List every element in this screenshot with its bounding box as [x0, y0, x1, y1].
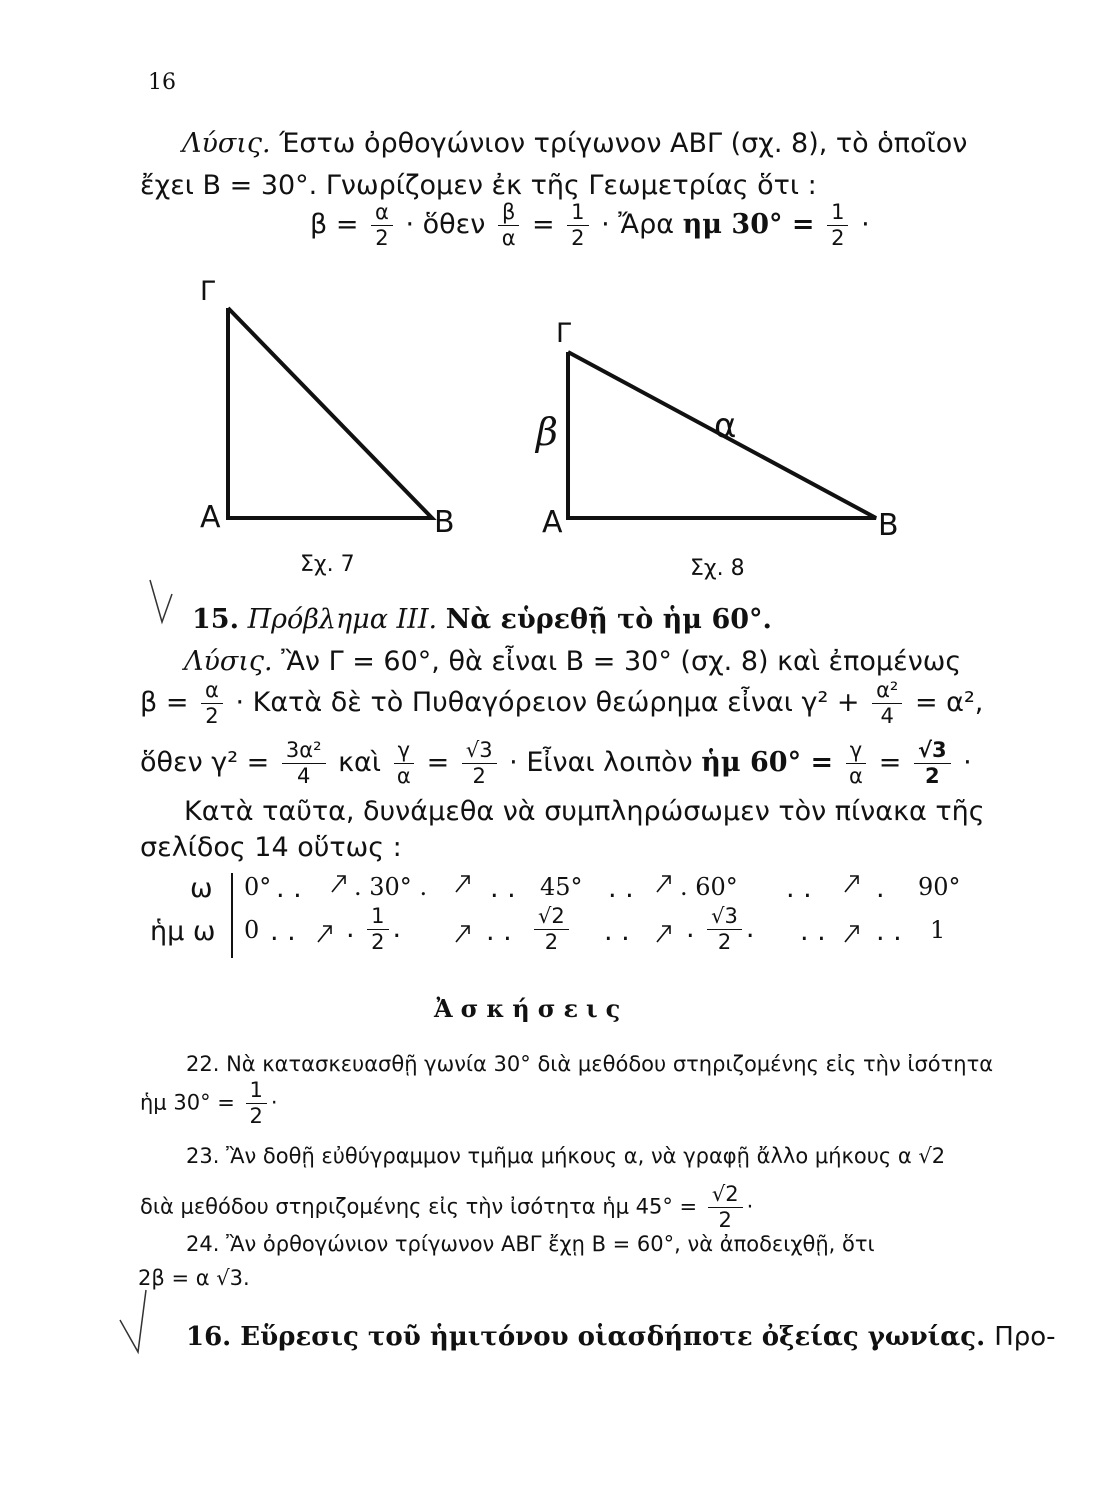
page-number: 16 [148, 70, 176, 95]
exercises-heading: Ἀσκήσεις [434, 994, 629, 1023]
fraction: $\frac{1}{2}$ [827, 202, 848, 249]
fraction: $\frac{\gamma}{\alpha}$ [846, 740, 866, 787]
table-row1-cell: . 60° [680, 873, 738, 901]
table-row2-cell [530, 906, 573, 953]
table-row2-cell: 1 [930, 916, 946, 944]
problem-15-heading [192, 604, 772, 635]
table-row2-cell: . $\frac{√3}{2}$ . [686, 904, 755, 954]
fraction: $\frac{1}{2}$ [246, 1080, 267, 1127]
fig8-label-side-a: α [714, 406, 737, 446]
fraction: $\frac{\gamma}{\alpha}$ [394, 740, 414, 787]
exercise-24-line-1: 24. Ἂν ὀρθογώνιον τρίγωνον ΑΒΓ ἔχῃ Β = 60°, νὰ ἀποδειχθῇ, ὅτι [186, 1232, 875, 1256]
section-16-heading [186, 1322, 1056, 1352]
fig7-outline [228, 308, 432, 518]
fig7-caption: Σχ. 7 [300, 552, 355, 577]
fraction: $\frac{√2}{2}$ [708, 1184, 743, 1231]
table-row2-cell: 0 [244, 916, 260, 944]
solution-label: Λύσις. [182, 128, 271, 159]
fraction: $\frac{\text{3α²}}{4}$ [282, 740, 326, 787]
exercise-23-line-1: 23. Ἂν δοθῇ εὐθύγραμμον τμῆμα μήκους α, νὰ γραφῇ ἄλλο μήκους α √2 [186, 1144, 946, 1168]
paragraph-line-1: Κατὰ ταῦτα, δυνάμεθα νὰ συμπληρώσωμεν τὸν πίνακα τῆς [184, 796, 985, 827]
fraction: $\frac{√2}{2}$ [534, 906, 569, 953]
paragraph-line-2: σελίδος 14 οὕτως : [140, 832, 402, 863]
fig8-label-beta: Β [878, 508, 899, 543]
fraction: $\frac{1}{2}$ [567, 202, 588, 249]
exercise-24-line-2: 2β = α √3. [138, 1266, 250, 1290]
fraction: $\frac{\beta}{\alpha}$ [498, 202, 519, 249]
formula-eq: = [531, 209, 555, 240]
table-dots: . . [800, 916, 826, 947]
fig7-label-alpha: Α [200, 500, 221, 535]
table-dots: . . [490, 873, 516, 904]
fraction: $\frac{√3}{2}$ [462, 740, 497, 787]
fraction: $\frac{1}{2}$ [367, 906, 388, 953]
fraction: $\frac{√3}{2}$ [707, 906, 742, 953]
solution-label: Λύσις. [184, 646, 273, 677]
section-continuation: Προ- [994, 1322, 1056, 1352]
table-dots: . . [270, 916, 296, 947]
figure-7-triangle [228, 308, 432, 518]
table-row1-cell: 45° [540, 873, 583, 901]
table-row1-cell: 90° [918, 873, 961, 901]
table-dots: . . [276, 873, 302, 904]
fraction: $\frac{√3}{2}$ [914, 740, 951, 787]
fig8-caption: Σχ. 8 [690, 556, 745, 581]
problem-15-line-2: β = $\frac{\alpha}{2}$ · Κατὰ δὲ τὸ Πυθαγόρειον θεώρημα εἶναι γ² + $\frac{\text{α²}}{4}$ = α², [140, 678, 984, 728]
formula-hm: ημ 30° = [682, 209, 815, 240]
table-dots: . . [604, 916, 630, 947]
fig8-label-gamma: Γ [556, 318, 572, 349]
problem-15-line-3: ὅθεν γ² = $\frac{\text{3α²}}{4}$ καὶ $\frac{\gamma}{\alpha}$ = $\frac{√3}{2}$ · Εἶναι λοιπὸν ἡμ 60° = $\frac{\gamma}{\alpha}$ = $\frac{√3}{2}$ · [140, 738, 972, 788]
exercise-22-line-1: 22. Νὰ κατασκευασθῇ γωνία 30° διὰ μεθόδου στηριζομένης εἰς τὴν ἰσότητα [186, 1052, 994, 1076]
problem-title: Πρόβλημα III. [247, 604, 438, 635]
solution-text-1: Έστω ὀρθογώνιον τρίγωνον ΑΒΓ (σχ. 8), τὸ ὁποῖον [279, 128, 968, 159]
table-row2-cell: . $\frac{1}{2}$ . [346, 904, 402, 954]
margin-check-mark [150, 580, 172, 622]
fig8-label-alpha: Α [542, 505, 563, 540]
table-row2-label: ἡμ ω [150, 916, 216, 947]
table-dots: . . [786, 873, 812, 904]
problem-15-solution-1 [184, 646, 961, 677]
table-row1-label: ω [190, 873, 213, 904]
fraction: $\frac{\text{α²}}{4}$ [872, 680, 902, 727]
table-dots: . . [608, 873, 634, 904]
fraction: $\frac{\alpha}{2}$ [371, 202, 393, 249]
table-dots: . . [876, 916, 902, 947]
exercise-22-line-2: ἡμ 30° = $\frac{1}{2}$ · [140, 1078, 278, 1128]
table-dots: . . [486, 916, 512, 947]
formula-lhs: β = [310, 209, 359, 240]
margin-check-mark-2 [120, 1290, 146, 1352]
fig8-label-side-b: β [536, 410, 558, 454]
problem-number: 15. [192, 604, 239, 635]
fig7-label-beta: Β [434, 505, 455, 540]
table-row1-cell: . 30° . [354, 873, 428, 901]
formula-ara: · Ἄρα [601, 209, 675, 240]
table-dots: . [876, 873, 885, 904]
exercise-23-line-2: διὰ μεθόδου στηριζομένης εἰς τὴν ἰσότητα ἡμ 45° = $\frac{√2}{2}$ · [140, 1182, 754, 1232]
section-number: 16. [186, 1322, 232, 1352]
formula-sin30: β = $\frac{\alpha}{2}$ · ὅθεν $\frac{\beta}{\alpha}$ = $\frac{1}{2}$ · Ἄρα ημ 30° = $\frac{1}{2}$ · [310, 200, 870, 250]
table-row1-cell: 0° [244, 873, 272, 901]
fig7-label-gamma: Γ [200, 276, 216, 307]
section-title: Εὕρεσις τοῦ ἡμιτόνου οἱασδήποτε ὀξείας γωνίας. [240, 1322, 986, 1352]
formula-sep: · ὅθεν [405, 209, 486, 240]
fraction: $\frac{\alpha}{2}$ [201, 680, 223, 727]
solution-line-2: ἔχει Β = 30°. Γνωρίζομεν ἐκ τῆς Γεωμετρίας ὅτι : [140, 170, 817, 201]
problem-task: Νὰ εὑρεθῇ τὸ ἡμ 60°. [445, 604, 772, 635]
solution-text: Ἂν Γ = 60°, θὰ εἶναι Β = 30° (σχ. 8) καὶ ἐπομένως [281, 646, 962, 677]
